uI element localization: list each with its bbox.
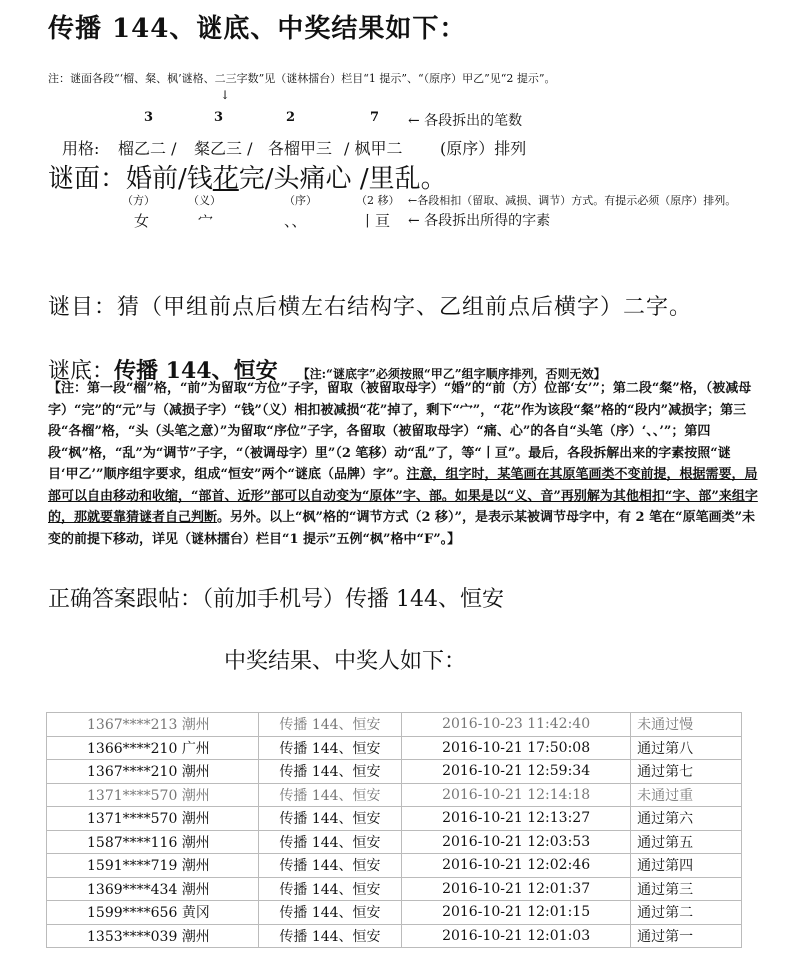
answer-note: 【注:“谜底字”必须按照“甲乙”组字顺序排列，否则无效】 (297, 367, 606, 381)
results-table (46, 712, 742, 948)
table-row (47, 854, 742, 878)
stroke-count-2: 3 (214, 110, 224, 125)
stroke-count-label: ← 各段拆出的笔数 (408, 113, 523, 129)
result-answer: 传播 144、恒安 (258, 854, 401, 878)
result-phone-city (47, 924, 259, 948)
result-city: 潮州 (181, 881, 210, 898)
result-answer: 传播 144、恒安 (258, 783, 401, 807)
usage-item-3: 各榴甲三 (268, 139, 333, 158)
glyph-3: 、、 (284, 212, 307, 230)
top-note: 注：谜面各段“‘榴、粲、枫’谜格、二三字数”见（谜林擂台）栏目“1 提示”、“（原序）甲乙”见“2 提示”。 (48, 72, 556, 85)
stroke-count-4: 7 (370, 110, 380, 125)
follow-post: 正确答案跟帖：（前加手机号）传播 144、恒安 (48, 587, 504, 612)
result-status: 通过第六 (631, 807, 742, 831)
result-time: 2016-10-21 12:14:18 (402, 783, 631, 807)
explanation-part-2: 注意，组字时，某笔画在其原笔画类不变前提，根据需要，局部可以自由移动和收缩，“部首、近形”部可以自动变为“原体”字、部。如果是以“义、音”再别解为其他相扣“字、部”来组字的，那就要靠猜谜者自己判断 (48, 467, 758, 525)
result-phone-city (47, 807, 259, 831)
table-row (47, 760, 742, 784)
result-answer: 传播 144、恒安 (258, 807, 401, 831)
result-status: 通过第一 (631, 924, 742, 948)
result-phone-city (47, 877, 259, 901)
riddle-target: 谜目：猜（甲组前点后横左右结构字、乙组前点后横字）二字。 (48, 295, 693, 320)
result-answer: 传播 144、恒安 (258, 901, 401, 925)
table-row (47, 830, 742, 854)
riddle-face (48, 158, 447, 195)
result-phone-city (47, 713, 259, 737)
riddle-face-flower: 花 (212, 164, 239, 194)
result-city: 广州 (181, 740, 210, 757)
result-status: 通过第八 (631, 736, 742, 760)
result-phone-city (47, 854, 259, 878)
result-city: 潮州 (181, 834, 210, 851)
result-answer: 传播 144、恒安 (258, 830, 401, 854)
method-4: （2 移） (356, 194, 400, 207)
result-time: 2016-10-23 11:42:40 (402, 713, 631, 737)
table-row (47, 901, 742, 925)
result-phone: 1366****210 (87, 740, 178, 757)
result-phone: 1591****719 (87, 858, 178, 875)
result-phone: 1367****213 (87, 717, 178, 734)
result-phone: 1599****656 (87, 905, 178, 922)
result-time: 2016-10-21 12:02:46 (402, 854, 631, 878)
explanation-part-1: 【注：第一段“榴”格，“前”为留取“方位”子字，留取（被留取母字）“婚”的“前（方）位部‘女’”；第二段“粲”格，（被减母字）“完”的“元”与（减损子字）“钱”（义）相扣被减损“花”掉了，剩下“宀”，“花”作为该段“粲”格的“段内”减损字；第三段“各榴”格，“头（头笔之意）”为留取“序位”子字，各留取（被留取母字）“痛、心”的各自“头笔（序）‘、、’”；第四段“枫”格，“乱”为“调节”子字，“（被调母字）里”（2 笔移）动“乱”了，等“丨亘”。最后，各段拆解出来的字素按照“谜目‘甲乙’”顺序组字要求，组成“恒安”两个“谜底（品牌）字”。 (48, 381, 752, 482)
result-status: 未通过慢 (631, 713, 742, 737)
result-time: 2016-10-21 12:59:34 (402, 760, 631, 784)
answer-label: 谜底： (48, 359, 115, 384)
page-title: 传播 144、谜底、中奖结果如下： (48, 14, 467, 44)
result-phone: 1353****039 (87, 928, 178, 945)
table-row (47, 736, 742, 760)
result-phone: 1367****210 (87, 764, 178, 781)
result-phone-city (47, 760, 259, 784)
result-answer: 传播 144、恒安 (258, 713, 401, 737)
table-row (47, 924, 742, 948)
result-city: 潮州 (181, 717, 210, 734)
result-status: 未通过重 (631, 783, 742, 807)
table-row (47, 783, 742, 807)
result-phone: 1369****434 (87, 881, 178, 898)
result-status: 通过第七 (631, 760, 742, 784)
result-city: 潮州 (181, 787, 210, 804)
table-row (47, 807, 742, 831)
explanation-part-3: 。另外。以上“枫”格的“调节方式（2 移）”，是表示某被调节母字中，有 2 笔在“原笔画类”未变的前提下移动，详见（谜林擂台）栏目“1 提示”五例“枫”格中“F”。】 (48, 510, 756, 547)
usage-item-4: / 枫甲二 (344, 139, 403, 158)
methods-note: ←各段相扣（留取、减损、调节）方式。有提示必须（原序）排列。 (408, 194, 737, 207)
down-arrow-icon: ↓ (220, 88, 231, 102)
riddle-face-text-b: 完/头痛心 /里乱。 (238, 164, 447, 194)
result-phone: 1371****570 (87, 811, 178, 828)
result-status: 通过第三 (631, 877, 742, 901)
result-city: 潮州 (181, 764, 210, 781)
result-time: 2016-10-21 12:01:03 (402, 924, 631, 948)
result-phone: 1371****570 (87, 787, 178, 804)
result-phone: 1587****116 (87, 834, 178, 851)
result-answer: 传播 144、恒安 (258, 877, 401, 901)
usage-order: (原序）排列 (440, 139, 527, 158)
method-3: （序） (284, 194, 317, 207)
usage-item-2: 粲乙三 / (194, 139, 253, 158)
result-time: 2016-10-21 17:50:08 (402, 736, 631, 760)
method-2: （义） (188, 194, 221, 207)
result-city: 黄冈 (181, 905, 210, 922)
result-status: 通过第五 (631, 830, 742, 854)
result-time: 2016-10-21 12:01:15 (402, 901, 631, 925)
result-status: 通过第二 (631, 901, 742, 925)
result-answer: 传播 144、恒安 (258, 760, 401, 784)
glyph-2: 宀 (198, 212, 214, 230)
usage-item-1: 榴乙二 / (118, 139, 177, 158)
glyph-4: 丨亘 (360, 212, 391, 230)
result-city: 潮州 (181, 928, 210, 945)
explanation (48, 378, 760, 550)
table-row (47, 713, 742, 737)
result-city: 潮州 (181, 811, 210, 828)
answer-value: 传播 144、恒安 (114, 358, 278, 384)
riddle-face-text-a: 婚前/钱 (126, 164, 213, 194)
result-status: 通过第四 (631, 854, 742, 878)
result-answer: 传播 144、恒安 (258, 736, 401, 760)
method-1: （方） (122, 194, 155, 207)
results-title: 中奖结果、中奖人如下： (224, 649, 467, 674)
result-time: 2016-10-21 12:13:27 (402, 807, 631, 831)
result-answer: 传播 144、恒安 (258, 924, 401, 948)
glyph-1: 女 (134, 212, 150, 230)
usage-label: 用格: (62, 139, 100, 158)
result-phone-city (47, 783, 259, 807)
result-phone-city (47, 901, 259, 925)
result-city: 潮州 (181, 858, 210, 875)
result-phone-city (47, 830, 259, 854)
result-time: 2016-10-21 12:01:37 (402, 877, 631, 901)
table-row (47, 877, 742, 901)
stroke-count-3: 2 (286, 110, 296, 125)
riddle-face-label: 谜面： (48, 164, 127, 194)
result-time: 2016-10-21 12:03:53 (402, 830, 631, 854)
stroke-count-1: 3 (144, 110, 154, 125)
glyphs-note: ← 各段拆出所得的字素 (408, 213, 551, 229)
result-phone-city (47, 736, 259, 760)
